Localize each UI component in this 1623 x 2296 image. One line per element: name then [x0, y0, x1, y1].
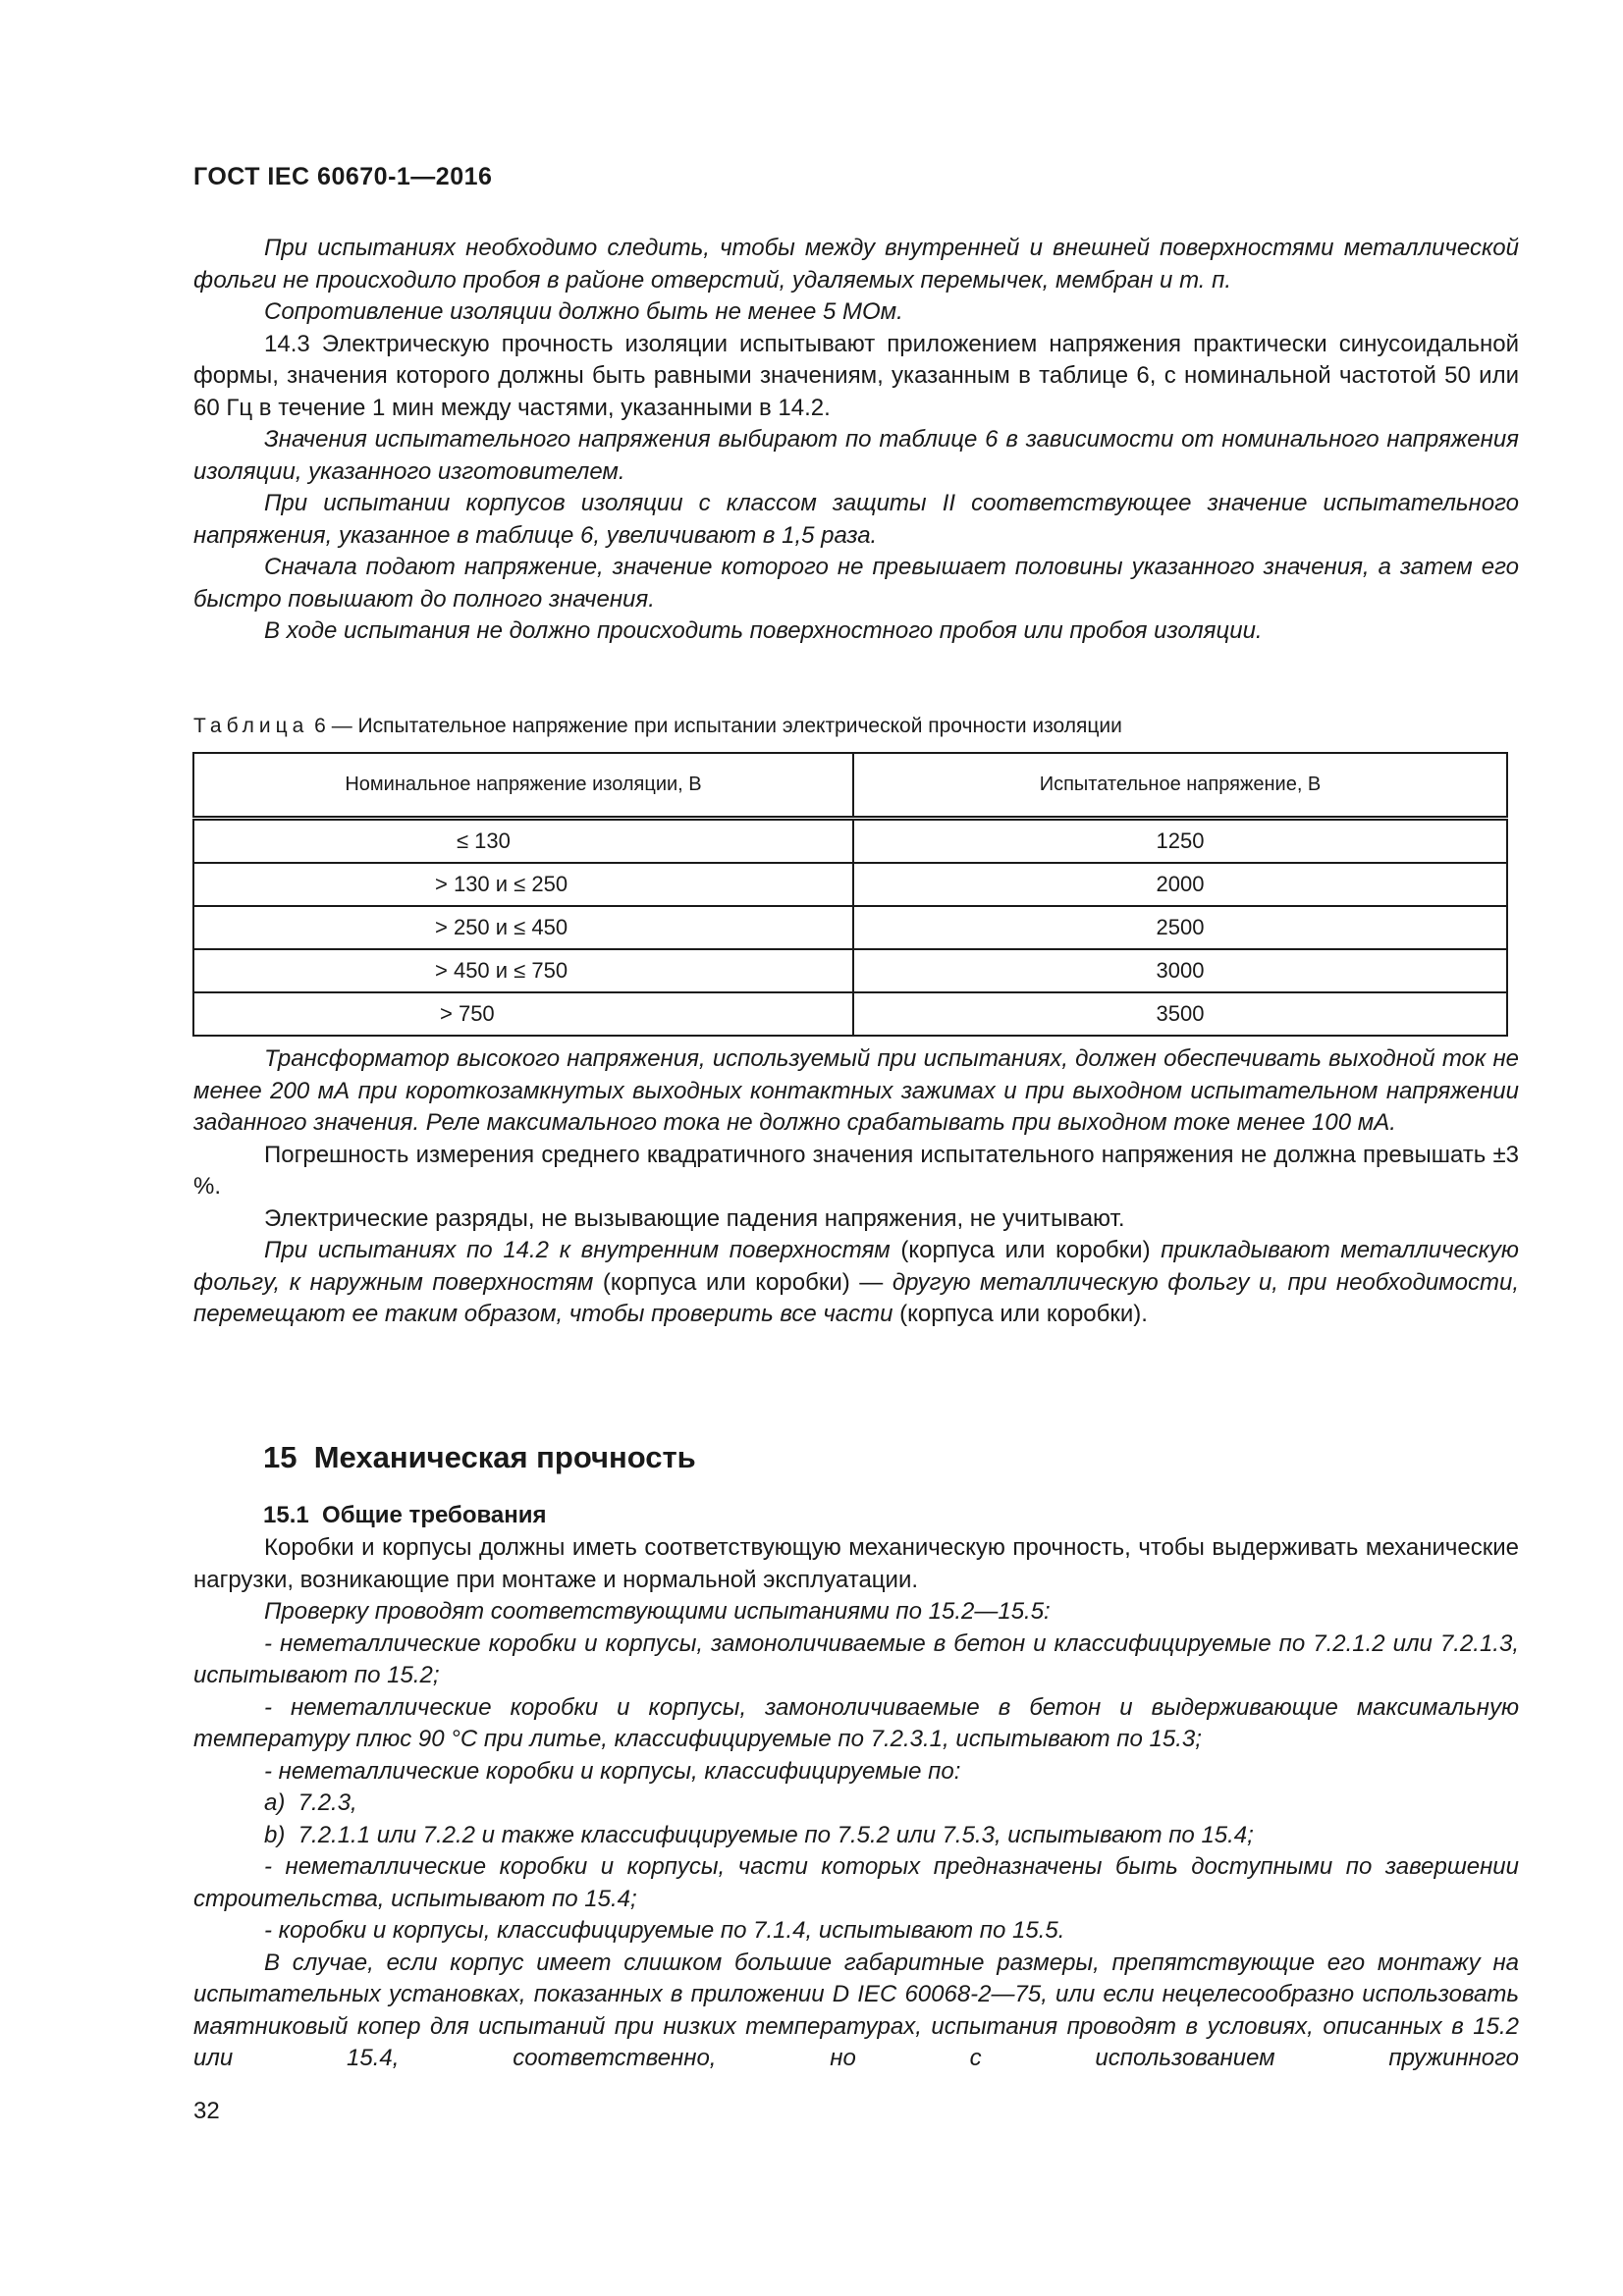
- cell-nominal: [193, 819, 853, 864]
- cell-nominal: [193, 949, 853, 992]
- list-item: - неметаллические коробки и корпусы, замоноличиваемые в бетон и выдерживающие максимальную температуру плюс 90 °С при литье, классифицируемые по 7.2.3.1, испытывают по 15.3;: [193, 1693, 1519, 1752]
- paragraph: В случае, если корпус имеет слишком большие габаритные размеры, препятствующие его монтажу на испытательных установках, показанных в приложении D IEC 60068-2—75, или если нецелесообразно использовать маятниковый копер для испытаний при низких температурах, испытания проводят в условиях, описанных в 15.2 или 15.4, соответственно, но с использованием пружинного: [193, 1949, 1519, 2071]
- paragraph: При испытании корпусов изоляции с классом защиты II соответствующее значение испытательного напряжения, указанное в таблице 6, увеличивают в 1,5 раза.: [193, 490, 1519, 549]
- column-header-nominal: Номинальное напряжение изоляции, В: [193, 753, 853, 819]
- page-number: 32: [193, 2098, 220, 2124]
- cell-test: 1250: [853, 819, 1507, 864]
- list-item: - неметаллические коробки и корпусы, классифицируемые по:: [264, 1757, 961, 1785]
- table-row: [193, 906, 1507, 949]
- paragraph: Трансформатор высокого напряжения, используемый при испытаниях, должен обеспечивать выходной ток не менее 200 мА при короткозамкнутых выходных контактных зажимах и при выходном испытательном напряжении заданного значения. Реле максимального тока не должно срабатывать при выходном токе менее 100 мА.: [193, 1045, 1519, 1136]
- table-row: [193, 863, 1507, 906]
- table-row: [193, 819, 1507, 864]
- paragraph: В ходе испытания не должно происходить поверхностного пробоя или пробоя изоляции.: [264, 617, 1263, 644]
- paragraph: [193, 1235, 1519, 1331]
- column-header-test: Испытательное напряжение, В: [853, 753, 1507, 819]
- table-caption: [193, 715, 1122, 738]
- paragraph: Погрешность измерения среднего квадратичного значения испытательного напряжения не должна превышать ±3 %.: [193, 1141, 1519, 1200]
- paragraph: Проверку проводят соответствующими испытаниями по 15.2—15.5:: [264, 1598, 1051, 1625]
- list-item: - неметаллические коробки и корпусы, части которых предназначены быть доступными по завершении строительства, испытывают по 15.4;: [193, 1853, 1519, 1912]
- section-15-1-text: [193, 1532, 1519, 2075]
- cell-text: > 250 и ≤ 450: [435, 915, 568, 939]
- table-row: [193, 949, 1507, 992]
- table-caption-text: 6 — Испытательное напряжение при испытании электрической прочности изоляции: [308, 715, 1122, 737]
- text-span: (корпуса или коробки).: [893, 1301, 1148, 1327]
- list-item: - неметаллические коробки и корпусы, замоноличиваемые в бетон и классифицируемые по 7.2.1.2 или 7.2.1.3, испытывают по 15.2;: [193, 1629, 1519, 1688]
- list-item: - коробки и корпусы, классифицируемые по 7.1.4, испытывают по 15.5.: [264, 1917, 1065, 1944]
- paragraph: Значения испытательного напряжения выбирают по таблице 6 в зависимости от номинального напряжения изоляции, указанного изготовителем.: [193, 426, 1519, 485]
- paragraph: Электрические разряды, не вызывающие падения напряжения, не учитывают.: [264, 1204, 1125, 1232]
- cell-text: > 450 и ≤ 750: [435, 958, 568, 983]
- text-span: другую металлическую фольгу и, при необходимости, перемещают ее таким образом, чтобы проверить все части: [193, 1268, 1519, 1327]
- cell-text: > 750: [440, 1001, 495, 1026]
- list-item: b) 7.2.1.1 или 7.2.2 и также классифицируемые по 7.5.2 или 7.5.3, испытывают по 15.4;: [264, 1821, 1254, 1848]
- section-14-2-14-3-text: [193, 233, 1519, 648]
- subsection-heading: 15.1 Общие требования: [263, 1502, 547, 1528]
- post-table-text: [193, 1043, 1519, 1331]
- table-row: [193, 992, 1507, 1036]
- list-item: a) 7.2.3,: [264, 1789, 357, 1816]
- text-span: (корпуса или коробки): [890, 1237, 1162, 1263]
- paragraph: Коробки и корпусы должны иметь соответствующую механическую прочность, чтобы выдерживать механические нагрузки, возникающие при монтаже и нормальной эксплуатации.: [193, 1534, 1519, 1593]
- table-header-row: [193, 753, 1507, 819]
- section-heading: 15 Механическая прочность: [263, 1440, 696, 1474]
- paragraph: Сопротивление изоляции должно быть не менее 5 МОм.: [264, 298, 903, 325]
- cell-text: ≤ 130: [457, 828, 511, 853]
- cell-nominal: [193, 906, 853, 949]
- text-span: прикладывают металлическую фольгу, к наружным поверхностям: [193, 1237, 1519, 1296]
- cell-test: 2500: [853, 906, 1507, 949]
- paragraph: При испытаниях необходимо следить, чтобы между внутренней и внешней поверхностями металлической фольги не происходило пробоя в районе отверстий, удаляемых перемычек, мембран и т. п.: [193, 235, 1519, 294]
- cell-test: 3000: [853, 949, 1507, 992]
- cell-test: 2000: [853, 863, 1507, 906]
- text-span: При испытаниях по 14.2 к внутренним поверхностям: [264, 1237, 891, 1263]
- text-span: (корпуса или коробки) —: [593, 1268, 893, 1296]
- document-header: ГОСТ IEC 60670-1—2016: [193, 163, 493, 190]
- paragraph: Сначала подают напряжение, значение которого не превышает половины указанного значения, а затем его быстро повышают до полного значения.: [193, 554, 1519, 613]
- table-6: [192, 752, 1508, 1037]
- cell-text: > 130 и ≤ 250: [435, 872, 568, 896]
- table-caption-label: Таблица: [193, 715, 309, 737]
- cell-test: 3500: [853, 992, 1507, 1036]
- cell-nominal: [193, 992, 853, 1036]
- paragraph: 14.3 Электрическую прочность изоляции испытывают приложением напряжения практически синусоидальной формы, значения которого должны быть равными значениям, указанным в таблице 6, с номинальной частотой 50 или 60 Гц в течение 1 мин между частями, указанными в 14.2.: [193, 330, 1519, 421]
- cell-nominal: [193, 863, 853, 906]
